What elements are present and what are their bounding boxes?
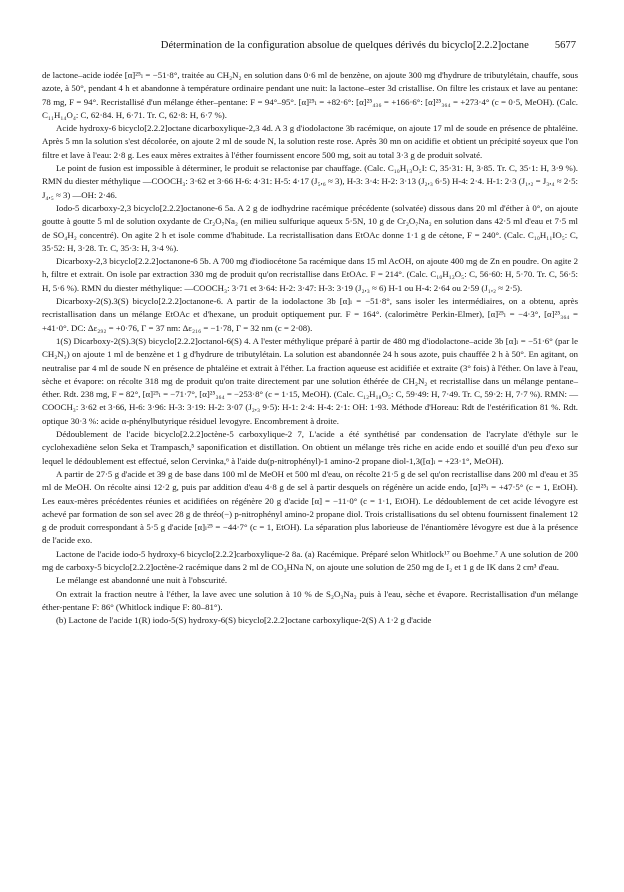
article-body (42, 69, 578, 627)
paragraph-lactone-b: (b) Lactone de l'acide 1(R) iodo-5(S) hydroxy-6(S) bicyclo[2.2.2]octane carboxylique-2(S) A 1·2 g d'acide (56, 615, 432, 626)
paragraph-iodolactone-8a: Lactone de l'acide iodo-5 hydroxy-6 bicyclo[2.2.2]carboxylique-2 8a. (a) Racémique. Préparé selon Whitlock¹⁷ ou Boehme.⁷ A une solution de 200 mg de carboxy-5 bicyclo[2.2.2]octène-2 racémique dans 2 ml de CO₃HNa N, on ajoute une solution de 250 mg de I₂ et 1 g de IK dans 2 cm³ d'eau. (42, 548, 578, 572)
paragraph-extraction: On extrait la fraction neutre à l'éther, la lave avec une solution à 10 % de S₂O₃Na₂ puis à l'eau, sèche et évapore. Recristallisation d'un mélange éther-pentane F: 86° (Whitlock indique F: 80–81°). (42, 588, 578, 612)
paragraph-melting-point-rmn: Le point de fusion est impossible à déterminer, le produit se relactonise par chauffage. (Calc. C₁₀H₁₃O₅I: C, 35·31: H, 3·85. Tr. C, 35·1: H, 3·9 %). RMN du diester méthylique —COOCH₃: 3·62 et 3·66 H-6: 4·31: H-5: 4·17 (J₅,₆ ≈ 3), H-3: 3·4: H-2: 3·13 (J₂,₃ 6·5) H-4: 2·4. H-1: 2·3 (J₁,₂ = J₃,₄ ≈ 2·5: J₄,₅ ≈ 3) —OH: 2·46. (42, 163, 578, 200)
paragraph-resolution-procedure: A partir de 27·5 g d'acide et 39 g de base dans 100 ml de MeOH et 500 ml d'eau, on récolte 21·5 g de sel qu'on recristallise dans 200 ml d'eau et 35 ml de MeOH. On récolte ainsi 12·2 g, puis par addition d'eau 4·8 g de sel à partir desquels on régénère un acide endo, [α]²⁵ₗ = +47·5° (c = 1, EtOH). Les eaux-mères précédentes réunies et acidifiées on régénère 20 g d'acide [α] = −11·0° (c = 1·1, EtOH). Le dédoublement de cet acide lévogyre est achevé par formation de son sel avec 28 g de thréo(−) p-nitrophényl amino-2 propane diol. Trois cristallisations du sel obtenu fournissent finalement 12 g de produit correspondant à 5·5 g d'acide [α]ₗ²⁵ = −44·7° (c = 1, EtOH). La séparation plus laborieuse de l'énantiomère lévogyre est due à la présence de l'acide exo. (42, 468, 578, 546)
paragraph-hydroxy-acid-4d: Acide hydroxy-6 bicyclo[2.2.2]octane dicarboxylique-2,3 4d. A 3 g d'iodolactone 3b racémique, on ajoute 17 ml de soude en présence de phtaléine. Après 5 mn la solution s'est décolorée, on ajoute 2 ml de soude N, la solution reste rose. Après 30 mn on acidifie et obtient un précipité soyeux que l'on filtre et lave à l'eau: 2·8 g. Les eaux mères extraites à l'éther fournissent encore 500 mg, soit au total 3·3 g de produit solvaté. (42, 123, 578, 160)
running-header (42, 40, 578, 51)
paragraph-iodo-ketone-5a: Iodo-5 dicarboxy-2,3 bicyclo[2.2.2]octanone-6 5a. A 2 g de iodhydrine racémique précédente (solvatée) dissous dans 20 ml d'éther à 0°, on ajoute goutte à goutte 5 ml de solution oxydante de Cr₂O₇Na₂ (en milieu sulfurique aqueux 5·5N, 10 g de Cr₂O₇Na₂ en solution dans 42·5 ml d'eau et 7·5 ml de SO₄H₂ concentré). On agite 2 h et isole comme d'habitude. La recristallisation dans EtOAc donne 1·1 g de cétone, F = 240°. (Calc. C₁₀H₁₁IO₅: C, 35·52: H, 3·28. Tr. C, 35·3: H, 3·4 %). (42, 202, 578, 253)
paragraph-resolution-acid-7: Dédoublement de l'acide bicyclo[2.2.2]octène-5 carboxylique-2 7, L'acide a été synthétisé par condensation de l'acrylate d'éthyle sur le cyclohexadiène selon Seka et Trampasch,⁵ saponification et distillation. On obtient un mélange très riche en acide endo et souillé d'un peu d'exo sur lequel le dédoublement est effectué, selon Cervinka,⁶ à l'aide du(p-nitrophényl)-1 amino-2 propane diol-1,3([α]ₗ = +23·1°, MeOH). (42, 429, 578, 466)
paragraph-dicarboxy-ketone-5b: Dicarboxy-2,3 bicyclo[2.2.2]octanone-6 5b. A 700 mg d'iodiocétone 5a racémique dans 15 ml AcOH, on ajoute 400 mg de Zn en poudre. On agite 2 h, filtre et extrait. On isole par extraction 330 mg de produit qu'on recristallise dans EtOAc. F = 214°. (Calc. C₁₀H₁₂O₅: C, 56·60: H, 5·70. Tr. C, 56·5: H, 5·6 %). RMN du diester méthylique: —COOCH₃: 3·71 et 3·64: H-2: 3·47: H-3: 3·19 (J₂,₃ ≈ 6) H-1 ou H-4: 2·64 ou 2·59 (J₁,₂ ≈ 2·5). (42, 256, 578, 293)
running-title: Détermination de la configuration absolue de quelques dérivés du bicyclo[2.2.2]octane (160, 40, 529, 51)
paragraph-overnight: Le mélange est abandonné une nuit à l'obscurité. (56, 575, 228, 586)
paragraph-lactone-ester: de lactone–acide iodée [α]²⁵ₗ = −51·8°, traitée au CH₂N₂ en solution dans 0·6 ml de benzène, on ajoute 300 mg d'hydrure de tributylétain, chauffe, sous azote, à 50°, pendant 4 h et abandonne à température ordinaire pendant une nuit: la lactone–ester 3d cristallise. On filtre les cristaux et lave au pentane: 78 mg, F = 94°. Recristallisé d'un mélange éther–pentane: F = 94°–95°. [α]²⁵ₗ = +82·6°: [α]²⁵₄₃₆ = +166·6°: [α]²⁵₃₆₄ = +273·4° (c = 0·5, MeOH). (Calc. C₁₁H₁₄O₄: C, 62·84. H, 6·71. Tr. C, 62·8: H, 6·7 %). (42, 70, 578, 120)
paragraph-octanol-4: 1(S) Dicarboxy-2(S).3(S) bicyclo[2.2.2]octanol-6(S) 4. A l'ester méthylique préparé à partir de 480 mg d'iodolactone–acide 3b [α]ₗ = −51·6° (par le CH₂N₂) on ajoute 1 ml de benzène et 1 g d'hydrure de tributylétain. La solution est abandonnée 24 h sous azote, puis chauffée 2 h à 50°. En agitant, on neutralise par 4 ml de soude N en présence de phtaléine et extrait à l'éther. La fraction aqueuse est acidifiée et extraite (3° fois) à l'éther. On lave à l'eau, sèche et évapore: on récolte 318 mg de produit qu'on traite directement par une solution éthérée de CH₂N₂ et recristallise dans un mélange pentane–éther. Rdt. 238 mg, F = 82°, [α]²⁵ₗ = −71·7°, [α]²⁵₃₆₄ = −253·8° (c = 1·15, MeOH). (Calc. C₁₂H₁₈O₅: C, 59·49: H, 7·49. Tr. C, 59·2: H, 7·7 %). RMN: —COOCH₃: 3·62 et 3·66, H-6: 3·96: H-3: 3·19: H-2: 3·07 (J₂,₃ 9·5): H-1: 2·4: H-4: 2·1: OH: 1·93. Méthode d'Horeau: Rdt de l'estérification 81 %. Rdt. optique 30·3 %: acide α-phénylbutyrique résiduel levogyre. Encombrement à droite. (42, 335, 578, 426)
page-number: 5677 (554, 40, 576, 51)
paragraph-dicarboxy-ketone-optical: Dicarboxy-2(S).3(S) bicyclo[2.2.2]octanone-6. A partir de la iodolactone 3b [α]ₗ = −51·8°, sans isoler les intermédiaires, on a obtenu, après recristallisation dans un mélange EtOAc et d'hexane, un produit optiquement pur. F = 164°. (calorimètre Perkin-Elmer), [α]²⁵ₗ = −4·3°, [α]²⁵₃₆₄ = +41·0°. DC: Δε₂₉₂ = +0·76, Γ = 37 nm: Δε₂₁₆ = −1·78, Γ = 32 nm (c = 2·08). (42, 296, 578, 333)
